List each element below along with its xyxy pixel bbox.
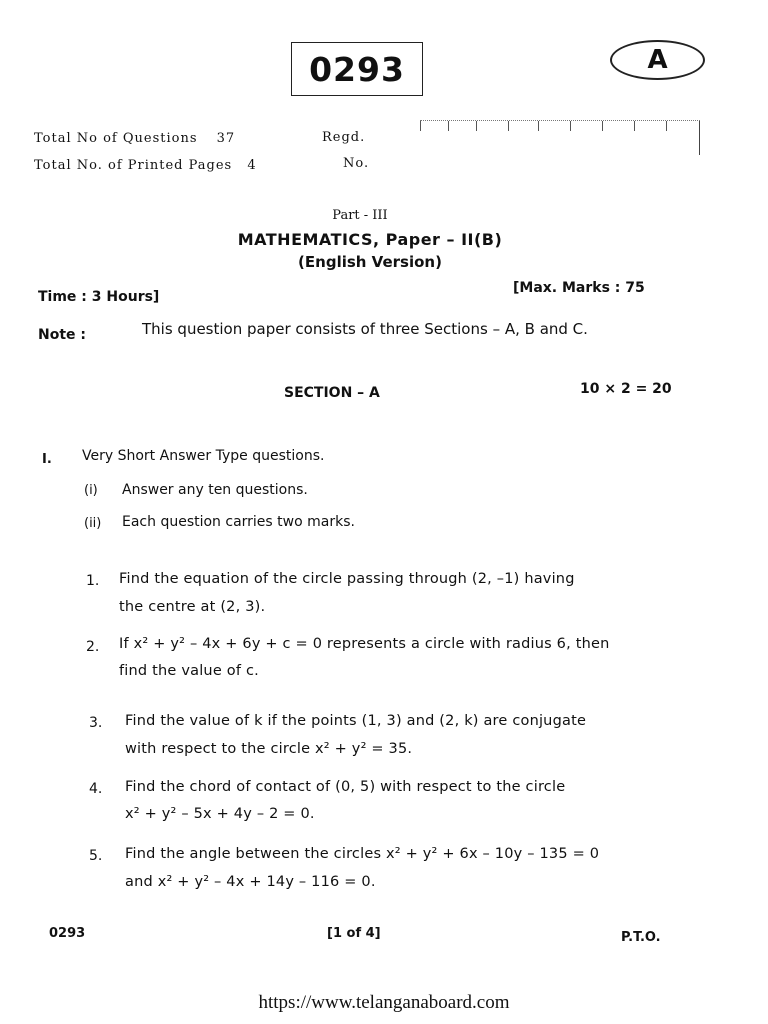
note-label: Note : bbox=[38, 327, 86, 343]
total-pages-label: Total No. of Printed Pages bbox=[34, 158, 233, 173]
part-i-heading: Very Short Answer Type questions. bbox=[82, 448, 325, 464]
question-number: 3. bbox=[89, 715, 103, 731]
time-label: Time : 3 Hours] bbox=[38, 289, 160, 305]
instruction-text: Answer any ten questions. bbox=[122, 482, 308, 498]
question-number: 5. bbox=[89, 848, 103, 864]
question-line: If x² + y² – 4x + 6y + c = 0 represents a circle with radius 6, then bbox=[119, 636, 610, 652]
question-number: 4. bbox=[89, 781, 103, 797]
set-oval bbox=[610, 40, 705, 80]
question-line: and x² + y² – 4x + 14y – 116 = 0. bbox=[125, 874, 376, 890]
instruction-num: (ii) bbox=[84, 516, 102, 531]
paper-code-box bbox=[291, 42, 423, 96]
total-questions-value: 37 bbox=[216, 131, 236, 146]
footer-paper-code: 0293 bbox=[49, 926, 86, 941]
version-label: (English Version) bbox=[298, 253, 442, 271]
total-questions-label: Total No of Questions bbox=[34, 131, 198, 146]
question-number: 1. bbox=[86, 573, 100, 589]
total-pages-line bbox=[34, 158, 257, 173]
section-marks: 10 × 2 = 20 bbox=[580, 381, 672, 397]
part-label: Part - III bbox=[332, 208, 388, 223]
part-i-num: I. bbox=[42, 452, 52, 467]
section-title: SECTION – A bbox=[284, 385, 380, 401]
total-questions-line bbox=[34, 131, 235, 146]
instruction-text: Each question carries two marks. bbox=[122, 514, 355, 530]
set-letter: A bbox=[647, 45, 668, 75]
max-marks-label: [Max. Marks : 75 bbox=[513, 280, 645, 296]
question-line: Find the chord of contact of (0, 5) with respect to the circle bbox=[125, 779, 566, 795]
pto-label: P.T.O. bbox=[621, 930, 661, 945]
total-pages-value: 4 bbox=[247, 158, 257, 173]
regd-number-boxes bbox=[420, 120, 700, 143]
paper-code: 0293 bbox=[309, 49, 405, 89]
instruction-num: (i) bbox=[84, 483, 98, 498]
page-indicator: [1 of 4] bbox=[327, 926, 381, 941]
question-line: x² + y² – 5x + 4y – 2 = 0. bbox=[125, 806, 315, 822]
note-text: This question paper consists of three Sections – A, B and C. bbox=[142, 320, 588, 338]
question-line: Find the equation of the circle passing through (2, –1) having bbox=[119, 571, 575, 587]
source-url: https://www.telanganaboard.com bbox=[258, 992, 510, 1013]
question-number: 2. bbox=[86, 639, 100, 655]
question-line: Find the value of k if the points (1, 3) and (2, k) are conjugate bbox=[125, 713, 587, 729]
question-line: find the value of c. bbox=[119, 663, 259, 679]
no-label: No. bbox=[343, 156, 370, 171]
question-line: Find the angle between the circles x² + y² + 6x – 10y – 135 = 0 bbox=[125, 846, 600, 862]
question-line: with respect to the circle x² + y² = 35. bbox=[125, 741, 413, 757]
subject-title: MATHEMATICS, Paper – II(B) bbox=[237, 230, 503, 249]
regd-label: Regd. bbox=[322, 130, 366, 145]
question-line: the centre at (2, 3). bbox=[119, 599, 266, 615]
